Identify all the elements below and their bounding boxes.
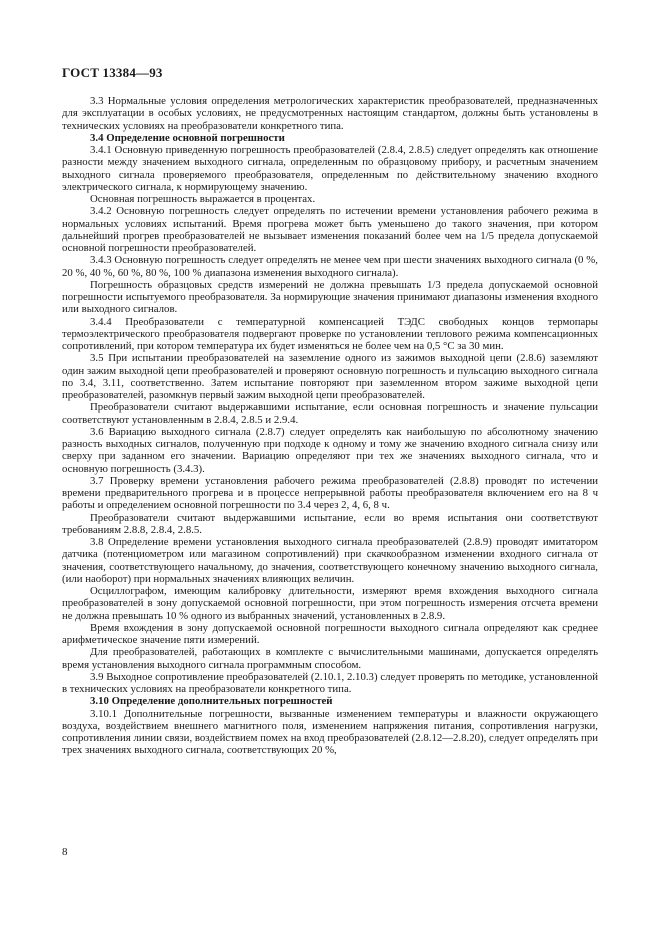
paragraph-3-4-2: 3.4.2 Основную погрешность следует определять по истечении времени установления рабочего режима в нормальных условиях испытаний. Время прогрева может быть уменьшено до такого значения, при котором дальнейший прогрев преобразователей не вызывает изменения показаний более чем на 1/5 предела допускаемой основной погрешности преобразователей.: [62, 205, 598, 254]
paragraph-3-9: 3.9 Выходное сопротивление преобразователей (2.10.1, 2.10.3) следует проверять по методике, установленной в технических условиях на преобразователи конкретного типа.: [62, 670, 598, 695]
paragraph-computer-mode: Для преобразователей, работающих в комплекте с вычислительными машинами, допускается определять время установления выходного сигнала программным способом.: [62, 646, 598, 671]
paragraph-3-5: 3.5 При испытании преобразователей на заземление одного из зажимов выходной цепи (2.8.6) заземляют один зажим выходной цепи преобразователей и проверяют основную погрешность и пульсацию выходного сигнала по 3.4, 3.11, соответственно. Затем испытание повторяют при заземленном втором зажиме выходной цепи преобразователей, разомкнув первый зажим выходной цепи преобразователей.: [62, 352, 598, 401]
section-heading-3-4: 3.4 Определение основной погрешности: [90, 131, 285, 144]
page-number: 8: [62, 846, 68, 858]
paragraph-3-10-1: 3.10.1 Дополнительные погрешности, вызванные изменением температуры и влажности окружающего воздуха, воздействием внешнего магнитного поля, изменением напряжения питания, сопротивления нагрузки, сопротивления линии связи, воздействием помех на вход преобразователей (2.8.12—2.8.20), следует определять при трех значениях выходного сигнала, соответствующих 20 %,: [62, 707, 598, 757]
paragraph-3-4-4: 3.4.4 Преобразователи с температурной компенсацией ТЭДС свободных концов термопары термоэлектрического преобразователя подвергают проверке по установлении теплового режима компенсационных сопротивлений, при котором температура их будет изменяться не более чем на 0,5 °С за 30 мин.: [62, 315, 598, 352]
section-heading-3-10: 3.10 Определение дополнительных погрешностей: [90, 695, 333, 708]
paragraph-3-5-result: Преобразователи считают выдержавшими испытание, если основная погрешность и значение пульсации соответствуют установленным в 2.8.4, 2.8.5 и 2.9.4.: [62, 401, 598, 426]
paragraph-3-8: 3.8 Определение времени установления выходного сигнала преобразователей (2.8.9) проводят имитатором датчика (потенциометром или магазином сопротивлений) при скачкообразном изменении входного сигнала от значения, соответствующего начальному, до значения, соответствующего конечному значению выходного сигнала, (или наоборот) при нормальных значениях влияющих величин.: [62, 536, 598, 585]
paragraph-3-3: 3.3 Нормальные условия определения метрологических характеристик преобразователей, предназначенных для эксплуатации в особых условиях, не предусмотренных настоящим стандартом, должны быть установлены в технических условиях на преобразователи конкретного типа.: [62, 95, 598, 132]
paragraph-average-time: Время вхождения в зону допускаемой основной погрешности выходного сигнала определяют как среднее арифметическое значение пяти измерений.: [62, 621, 598, 646]
paragraph-percent-note: Основная погрешность выражается в процентах.: [90, 193, 316, 205]
paragraph-3-6: 3.6 Вариацию выходного сигнала (2.8.7) следует определять как наибольшую по абсолютному значению разность выходных сигналов, полученную при подходе к одному и тому же значению входного сигнала снизу или сверху при заданном его значении. Вариацию определяют при тех же значениях выходного сигнала, что и основную погрешность (3.4.3).: [62, 425, 598, 475]
paragraph-3-4-1: 3.4.1 Основную приведенную погрешность преобразователей (2.8.4, 2.8.5) следует определять как отношение разности между значением выходного сигнала, определенным по образцовому прибору, и расчетным значением выходного сигнала проверяемого преобразователя, определенным по действительному значению входного электрического сигнала, к нормирующему значению.: [62, 144, 598, 193]
paragraph-3-7-result: Преобразователи считают выдержавшими испытание, если во время испытания они соответствуют требованиям 2.8.8, 2.8.4, 2.8.5.: [62, 511, 598, 536]
paragraph-3-7: 3.7 Проверку времени установления рабочего режима преобразователей (2.8.8) проводят по истечении времени предварительного прогрева и в процессе непрерывной работы преобразователя включением его на 8 ч работы и определением основной погрешности по 3.4 через 2, 4, 6, 8 ч.: [62, 474, 598, 512]
body-text: [62, 95, 598, 757]
paragraph-3-4-3: 3.4.3 Основную погрешность следует определять не менее чем при шести значениях выходного сигнала (0 %, 20 %, 40 %, 60 %, 80 %, 100 % диапазона изменения выходного сигнала).: [62, 254, 598, 279]
standard-header: ГОСТ 13384—93: [62, 65, 163, 80]
paragraph-oscilloscope: Осциллографом, имеющим калибровку длительности, измеряют время вхождения выходного сигнала преобразователей в зону допускаемой основной погрешности, при этом погрешность измерения отсчета времени не должна превышать 10 % одного из выбранных значений, установленных в 2.8.9.: [62, 585, 598, 622]
paragraph-reference-error: Погрешность образцовых средств измерений не должна превышать 1/3 предела допускаемой основной погрешности испытуемого преобразователя. За нормирующие значения принимают диапазоны изменения входного или выходного сигналов.: [62, 278, 598, 316]
